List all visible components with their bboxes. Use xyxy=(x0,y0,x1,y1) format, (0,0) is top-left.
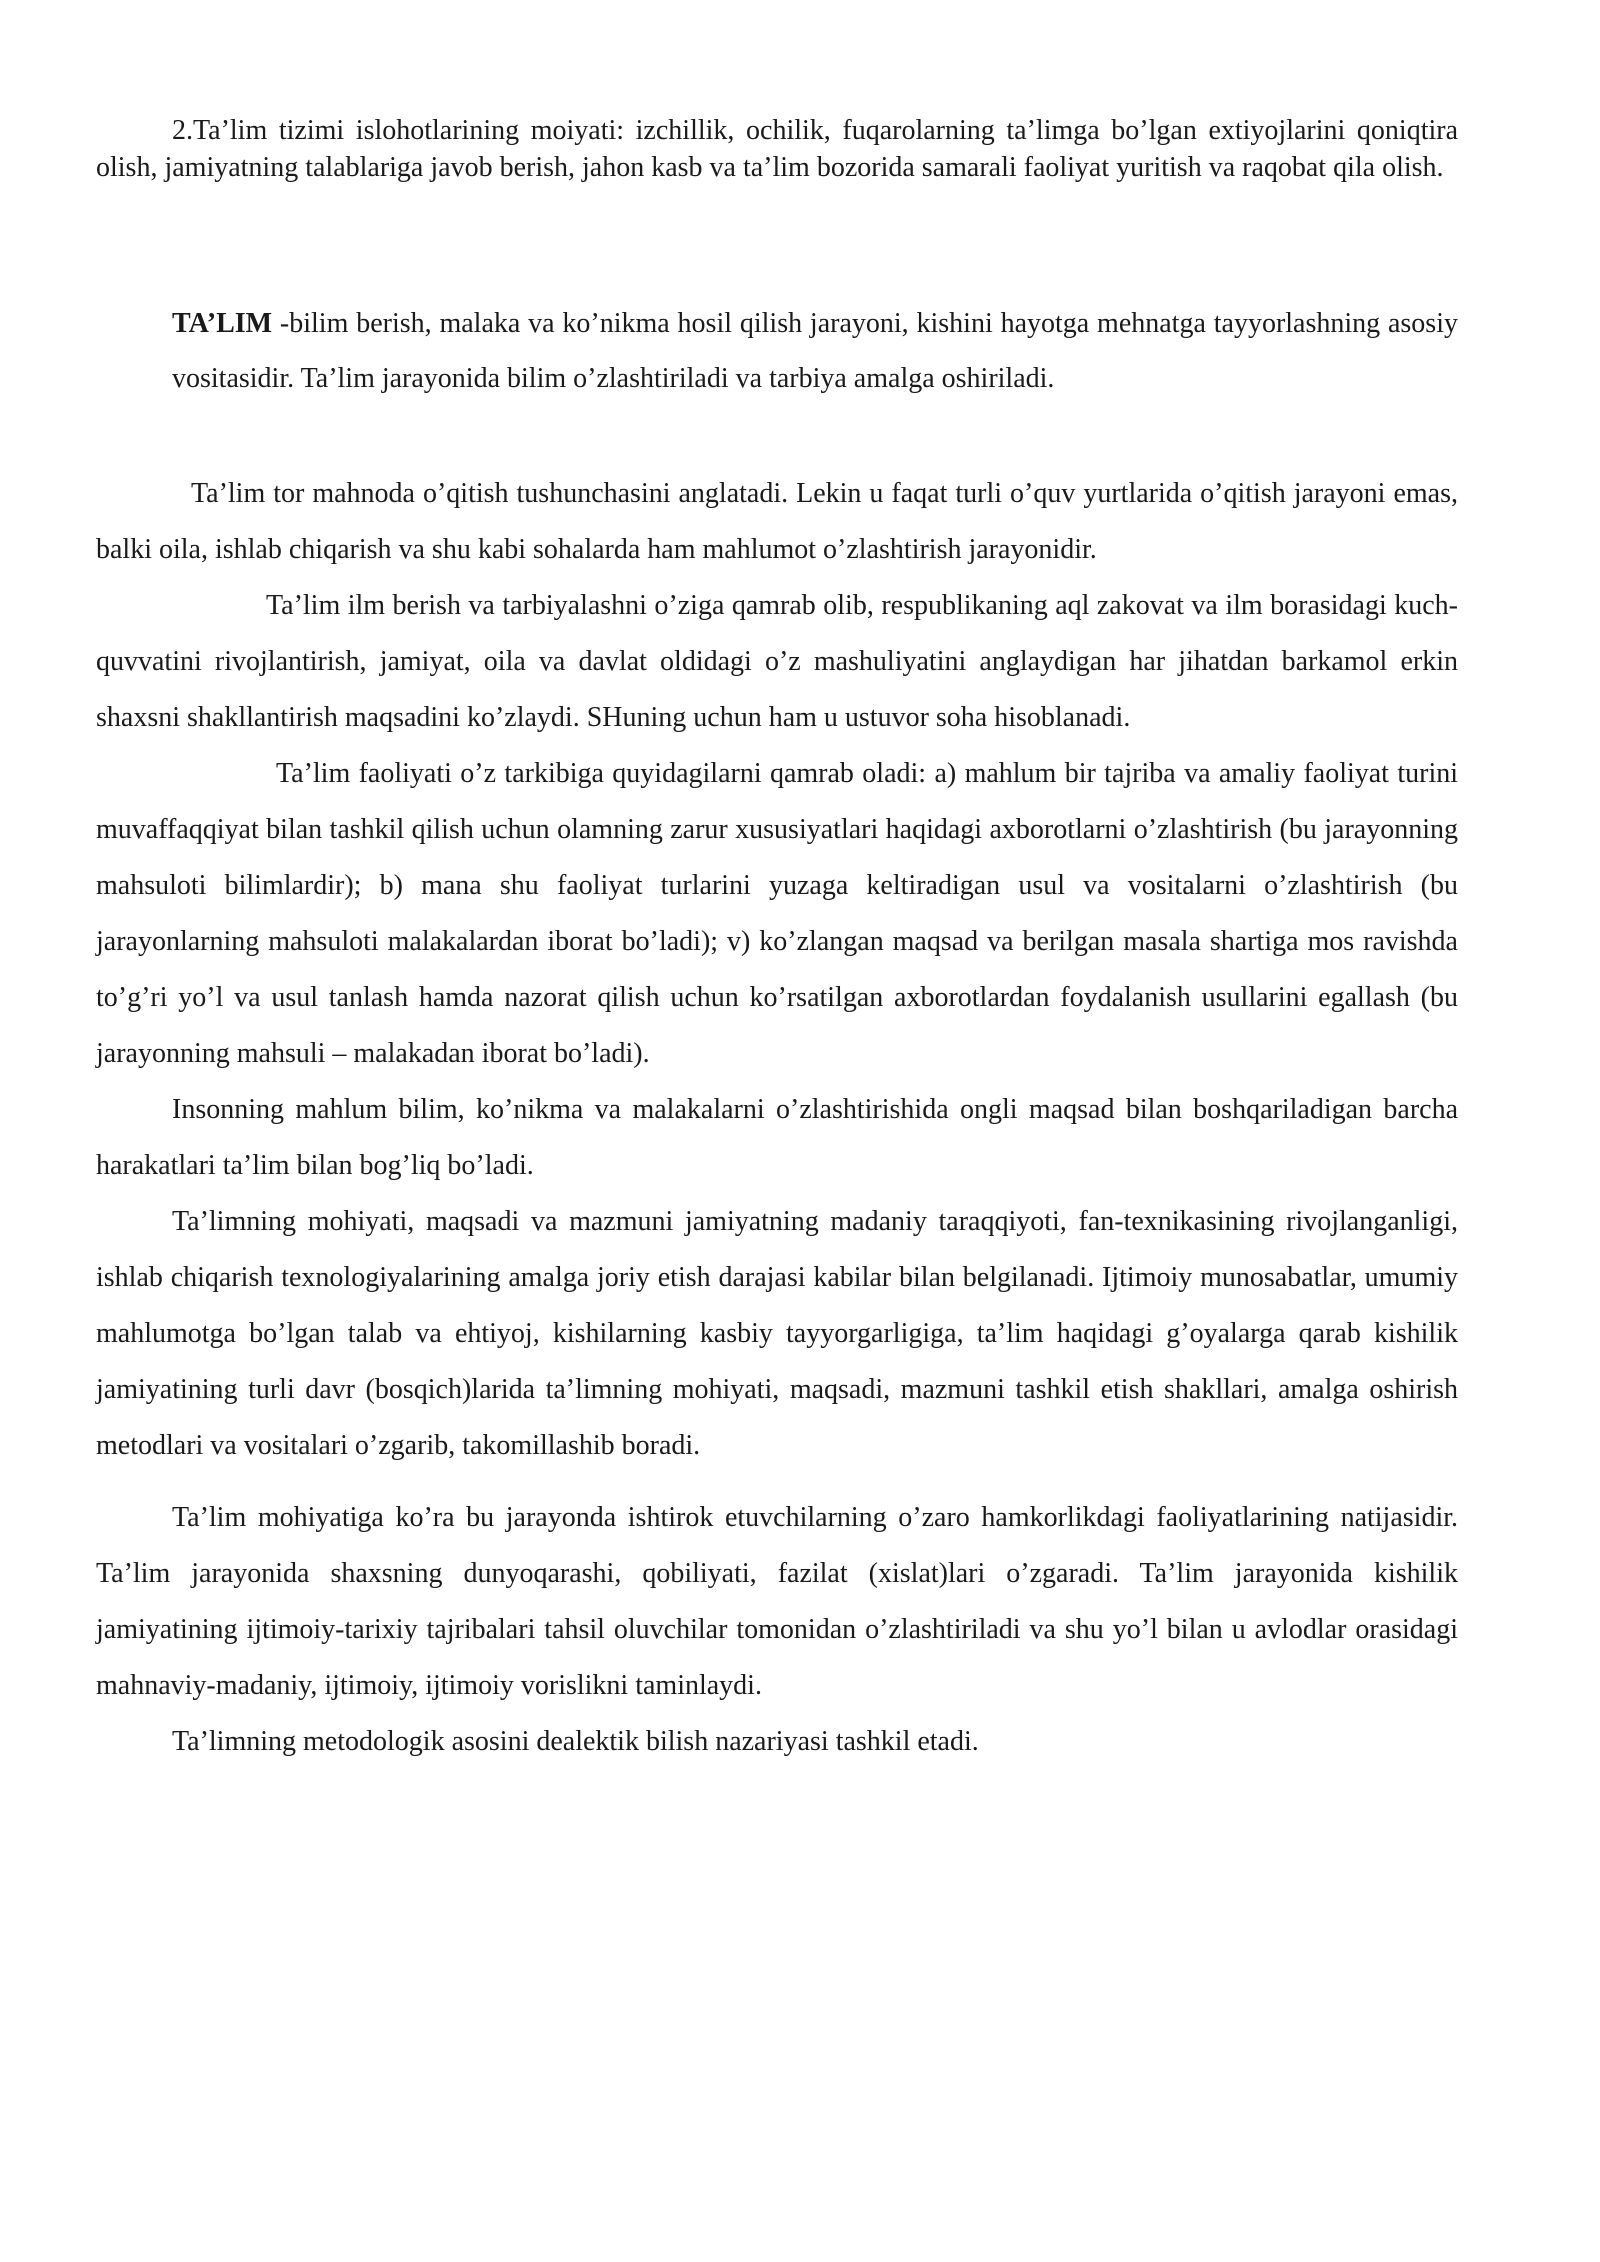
paragraph-human-actions: Insonning mahlum bilim, ko’nikma va malakalarni o’zlashtirishida ongli maqsad bilan boshqariladigan barcha harakatlari ta’lim bilan bog’liq bo’ladi. xyxy=(96,1094,1458,1181)
paragraph-reform-essence: 2.Ta’lim tizimi islohotlarining moiyati: izchillik, ochilik, fuqarolarning ta’limga bo’lgan extiyojlarini qoniqtira olish, jamiyatning talablariga javob berish, jahon kasb va ta’lim bozorida samarali faoliyat yuritish va raqobat qila olish. xyxy=(96,115,1458,183)
document-page xyxy=(96,112,1458,1770)
paragraph-methodology: Ta’limning metodologik asosini dealektik bilish nazariyasi tashkil etadi. xyxy=(172,1726,979,1757)
paragraph-cooperation: Ta’lim mohiyatiga ko’ra bu jarayonda ishtirok etuvchilarning o’zaro hamkorlikdagi faoliyatlarining natijasidir. Ta’lim jarayonida shaxsning dunyoqarashi, qobiliyati, fazilat (xislat)lari o’zgaradi. Ta’lim jarayonida kishilik jamiyatining ijtimoiy-tarixiy tajribalari tahsil oluvchilar tomonidan o’zlashtiriladi va shu yo’l bilan u avlodlar orasidagi mahnaviy-madaniy, ijtimoiy, ijtimoiy vorislikni taminlaydi. xyxy=(96,1502,1458,1701)
paragraph-narrow-meaning: Ta’lim tor mahnoda o’qitish tushunchasini anglatadi. Lekin u faqat turli o’quv yurtlarida o’qitish jarayoni emas, balki oila, ishlab chiqarish va shu kabi sohalarda ham mahlumot o’zlashtirish jarayonidir. xyxy=(96,478,1458,565)
definition-text: -bilim berish, malaka va ko’nikma hosil qilish jarayoni, kishini hayotga mehnatga tayyorlashning asosiy vositasidir. Ta’lim jarayonida bilim o’zlashtiriladi va tarbiya amalga oshiriladi. xyxy=(172,308,1458,394)
definition-paragraph xyxy=(172,296,1458,406)
paragraph-essence-goals: Ta’limning mohiyati, maqsadi va mazmuni jamiyatning madaniy taraqqiyoti, fan-texnikasining rivojlanganligi, ishlab chiqarish texnologiyalarining amalga joriy etish darajasi kabilar bilan belgilanadi. Ijtimoiy munosabatlar, umumiy mahlumotga bo’lgan talab va ehtiyoj, kishilarning kasbiy tayyorgarligiga, ta’lim haqidagi g’oyalarga qarab kishilik jamiyatining turli davr (bosqich)larida ta’limning mohiyati, maqsadi, mazmuni tashkil etish shakllari, amalga oshirish metodlari va vositalari o’zgarib, takomillashib boradi. xyxy=(96,1206,1458,1461)
paragraph-education-priority: Ta’lim ilm berish va tarbiyalashni o’ziga qamrab olib, respublikaning aql zakovat va ilm borasidagi kuch-quvvatini rivojlantirish, jamiyat, oila va davlat oldidagi o’z mashuliyatini anglaydigan har jihatdan barkamol erkin shaxsni shakllantirish maqsadini ko’zlaydi. SHuning uchun ham u ustuvor soha hisoblanadi. xyxy=(96,590,1458,733)
paragraph-education-activity: Ta’lim faoliyati o’z tarkibiga quyidagilarni qamrab oladi: a) mahlum bir tajriba va amaliy faoliyat turini muvaffaqqiyat bilan tashkil qilish uchun olamning zarur xususiyatlari haqidagi axborotlarni o’zlashtirish (bu jarayonning mahsuloti bilimlardir); b) mana shu faoliyat turlarini yuzaga keltiradigan usul va vositalarni o’zlashtirish (bu jarayonlarning mahsuloti malakalardan iborat bo’ladi); v) ko’zlangan maqsad va berilgan masala shartiga mos ravishda to’g’ri yo’l va usul tanlash hamda nazorat qilish uchun ko’rsatilgan axborotlardan foydalanish usullarini egallash (bu jarayonning mahsuli – malakadan iborat bo’ladi). xyxy=(96,758,1458,1069)
definition-term: TA’LIM xyxy=(172,308,273,339)
